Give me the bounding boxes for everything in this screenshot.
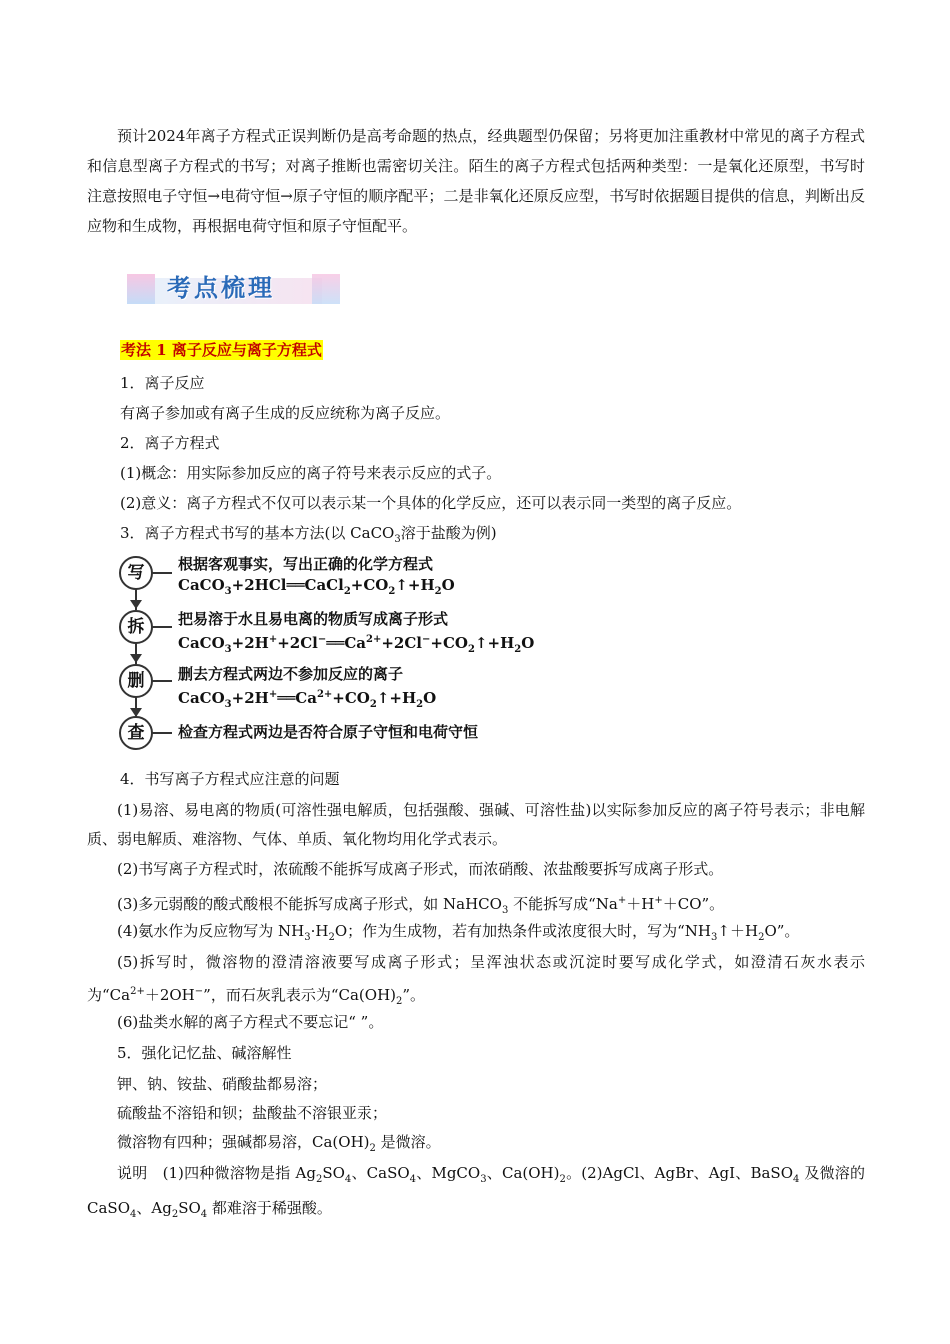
s4-item2: (2)书写离子方程式时，浓硫酸不能拆写成离子形式，而浓硝酸、浓盐酸要拆写成离子形式。 <box>117 860 724 878</box>
arrow-down-icon <box>130 600 142 609</box>
s1-text: 有离子参加或有离子生成的反应统称为离子反应。 <box>120 404 451 422</box>
step-split-text: 把易溶于水且易电离的物质写成离子形式 <box>178 610 449 628</box>
step-check-circle: 查 <box>119 716 153 750</box>
step-split-circle: 拆 <box>119 610 153 644</box>
s4-item5: (5)拆写时，微溶物的澄清溶液要写成离子形式；呈浑浊状态或沉淀时要写成化学式，如澄清石灰水表示为“$Ca^{2+}+2OH^-$”，而石灰乳表示为“$Ca(OH)_2$”。 <box>87 953 865 1007</box>
step-write-text: 根据客观事实，写出正确的化学方程式 <box>178 555 434 573</box>
s1-title: 1．离子反应 <box>120 374 205 392</box>
banner-right-bar <box>312 274 340 304</box>
s4-item6: (6)盐类水解的离子方程式不要忘记“ ”。 <box>117 1013 384 1031</box>
banner-title: 考点梳理 <box>167 274 275 302</box>
step-delete-circle: 删 <box>119 664 153 698</box>
step-connector <box>152 732 172 734</box>
section-banner <box>127 270 341 306</box>
step-delete-equation: $CaCO_3+2H^+══Ca^{2+}+CO_2↑+H_2O$ <box>178 689 437 710</box>
arrow-down-icon <box>130 654 142 663</box>
step-split-equation: $CaCO_3+2H^++2Cl^-══Ca^{2+}+2Cl^-+CO_2↑+H_2O$ <box>178 634 535 655</box>
s2-item2: (2)意义：离子方程式不仅可以表示某一个具体的化学反应，还可以表示同一类型的离子反应。 <box>120 494 742 512</box>
s5-note: 说明 (1)四种微溶物是指 $Ag_2SO_4$、CaSO$_4$、MgCO$_3$、$Ca(OH)_2$。(2)AgCl、AgBr、AgI、BaSO$_4$ 及微溶的 CaSO$_4$、$Ag_2SO_4$ 都难溶于稀强酸。 <box>87 1164 865 1220</box>
s5-line2: 硫酸盐不溶铅和钡；盐酸盐不溶银亚汞； <box>117 1104 388 1122</box>
intro-paragraph: 预计2024年离子方程式正误判断仍是高考命题的热点，经典题型仍保留；另将更加注重教材中常见的离子方程式和信息型离子方程式的书写；对离子推断也需密切关注。陌生的离子方程式包括两种类型：一是氧化还原型，书写时注意按照电子守恒→电荷守恒→原子守恒的顺序配平；二是非氧化还原反应型，书写时依据题目提供的信息，判断出反应物和生成物，再根据电荷守恒和原子守恒配平。 <box>87 127 865 235</box>
flow-diagram <box>118 554 558 744</box>
s4-title: 4．书写离子方程式应注意的问题 <box>120 770 340 788</box>
banner-left-bar <box>127 274 155 304</box>
s4-item4: (4)氨水作为反应物写为 $NH_3\cdot H_2O$；作为生成物，若有加热条件或浓度很大时，写为“$NH_3↑+H_2O$”。 <box>117 922 800 943</box>
step-connector <box>152 626 172 628</box>
s3-title: 3．离子方程式书写的基本方法(以 CaCO$_3$溶于盐酸为例) <box>120 524 497 545</box>
s4-item1: (1)易溶、易电离的物质(可溶性强电解质，包括强酸、强碱、可溶性盐)以实际参加反应的离子符号表示；非电解质、弱电解质、难溶物、气体、单质、氧化物均用化学式表示。 <box>87 801 865 848</box>
step-write-circle: 写 <box>119 556 153 590</box>
s5-line3: 微溶物有四种；强碱都易溶，$Ca(OH)_2$ 是微溶。 <box>117 1133 441 1154</box>
s5-line1: 钾、钠、铵盐、硝酸盐都易溶； <box>117 1075 328 1093</box>
s2-title: 2．离子方程式 <box>120 434 220 452</box>
step-write-equation: $CaCO_3+2HCl══CaCl_2+CO_2↑+H_2O$ <box>178 576 455 597</box>
s4-item3: (3)多元弱酸的酸式酸根不能拆写成离子形式，如 NaHCO$_3$ 不能拆写成“Na+＋H+＋CO”。 <box>117 895 725 916</box>
s2-item1: (1)概念：用实际参加反应的离子符号来表示反应的式子。 <box>120 464 502 482</box>
step-connector <box>152 680 172 682</box>
step-delete-text: 删去方程式两边不参加反应的离子 <box>178 665 404 683</box>
s5-title: 5．强化记忆盐、碱溶解性 <box>117 1044 292 1062</box>
section-heading: 考法 1 离子反应与离子方程式 <box>121 341 322 359</box>
step-check-text: 检查方程式两边是否符合原子守恒和电荷守恒 <box>178 723 479 741</box>
step-connector <box>152 572 172 574</box>
